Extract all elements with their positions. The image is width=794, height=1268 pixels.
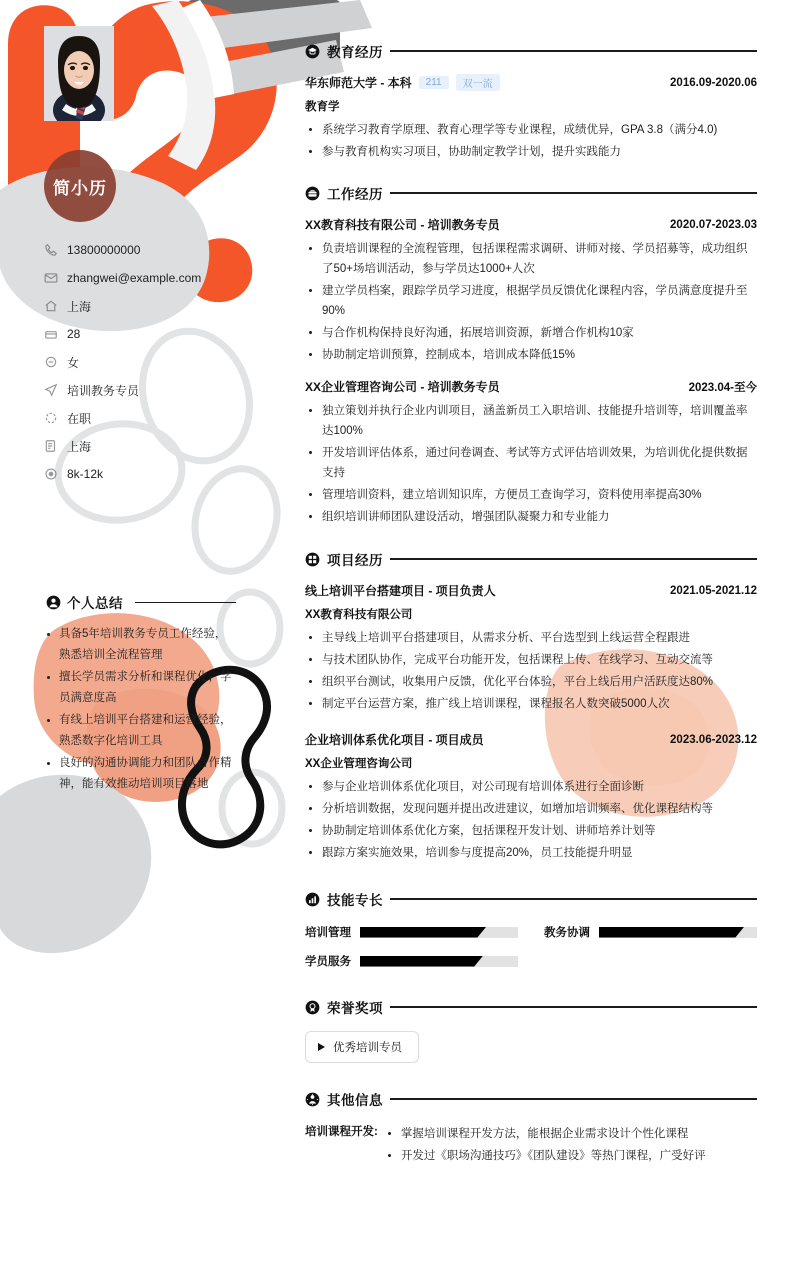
contact-item-job (44, 376, 274, 404)
education-school-row (305, 74, 500, 91)
list-item: 参与教育机构实习项目，协助制定教学计划，提升实践能力 (305, 142, 757, 162)
list-item: 组织培训讲师团队建设活动，增强团队凝聚力和专业能力 (305, 507, 757, 527)
other-rule (390, 1098, 757, 1099)
award-icon (305, 1000, 320, 1015)
contact-value: zhangwei@example.com (67, 271, 202, 285)
other-group-label: 培训课程开发: (305, 1126, 378, 1138)
skill-label: 培训管理 (305, 927, 351, 939)
award-label: 优秀培训专员 (333, 1042, 402, 1054)
skill-progress-bar (360, 956, 518, 967)
list-item: 开发过《职场沟通技巧》《团队建设》等热门课程，广受好评 (384, 1145, 757, 1167)
work-header (305, 183, 757, 203)
main-content (305, 0, 757, 1169)
briefcase-icon (305, 186, 320, 201)
contact-value: 女 (67, 355, 80, 370)
list-item: 系统学习教育学原理、教育心理学等专业课程，成绩优异，GPA 3.8（满分4.0) (305, 120, 757, 140)
awards-list (305, 1031, 757, 1063)
play-triangle-icon (318, 1043, 325, 1051)
contact-item-home (44, 292, 274, 320)
skill-progress-bar (360, 927, 518, 938)
summary-header (46, 592, 236, 612)
skill-progress-fill (360, 927, 486, 938)
list-item: 协助制定培训预算，控制成本，培训成本降低15% (305, 345, 757, 365)
profile-name: 简小历 (53, 178, 107, 198)
other-section (305, 1065, 757, 1167)
salary-icon (44, 467, 58, 481)
projects-section (305, 529, 757, 863)
contact-item-location (44, 432, 274, 460)
skills-grid (305, 924, 757, 969)
education-rule (390, 50, 757, 51)
education-school: 华东师范大学 - 本科 (305, 76, 412, 90)
list-item: 跟踪方案实施效果，培训参与度提高20%，员工技能提升明显 (305, 843, 757, 863)
skill-item (305, 953, 518, 969)
contact-list (44, 236, 274, 488)
info-icon (305, 1092, 320, 1107)
graduation-cap-icon (305, 44, 320, 59)
list-item: 负责培训课程的全流程管理，包括课程需求调研、讲师对接、学员招募等，成功组织了50+场培训活动，参与学员达1000+人次 (305, 239, 757, 279)
work-title: 工作经历 (327, 187, 383, 202)
contact-value: 在职 (67, 411, 92, 426)
contact-value: 28 (67, 327, 81, 341)
award-chip[interactable] (305, 1031, 419, 1063)
work-entry (305, 378, 757, 527)
contact-item-gender (44, 348, 274, 376)
project-entry-top (305, 582, 757, 599)
contact-value: 上海 (67, 439, 92, 454)
education-entry (305, 74, 757, 162)
list-item: 具备5年培训教务专员工作经验，熟悉培训全流程管理 (46, 624, 236, 666)
skill-label: 教务协调 (544, 927, 590, 939)
project-bullets (305, 777, 757, 863)
education-tag-shuangyiliu: 双一流 (456, 74, 500, 91)
contact-item-status (44, 404, 274, 432)
contact-value: 13800000000 (67, 243, 141, 257)
summary-title: 个人总结 (67, 596, 123, 611)
list-item: 独立策划并执行企业内训项目，涵盖新员工入职培训、技能提升培训等，培训覆盖率达100% (305, 401, 757, 441)
work-date: 2023.04-至今 (688, 381, 757, 394)
skill-item (544, 924, 757, 940)
name-badge (44, 150, 116, 222)
other-group (305, 1123, 757, 1167)
project-name: 企业培训体系优化项目 - 项目成员 (305, 733, 484, 747)
list-item: 开发培训评估体系，通过问卷调查、考试等方式评估培训效果，为培训优化提供数据支持 (305, 443, 757, 483)
education-bullets (305, 120, 757, 162)
list-item: 参与企业培训体系优化项目，对公司现有培训体系进行全面诊断 (305, 777, 757, 797)
age-icon (44, 327, 58, 341)
education-major: 教育学 (305, 101, 340, 113)
project-icon (305, 552, 320, 567)
mail-icon (44, 271, 58, 285)
project-bullets (305, 628, 757, 714)
awards-rule (390, 1006, 757, 1007)
skill-label: 学员服务 (305, 956, 351, 968)
education-tag-211: 211 (419, 76, 449, 89)
project-company: XX教育科技有限公司 (305, 609, 413, 621)
project-date: 2023.06-2023.12 (670, 733, 757, 746)
project-entry (305, 731, 757, 863)
skill-progress-fill (360, 956, 483, 967)
list-item: 分析培训数据，发现问题并提出改进建议，如增加培训频率、优化课程结构等 (305, 799, 757, 819)
sidebar (0, 0, 300, 1268)
location-icon (44, 439, 58, 453)
list-item: 有线上培训平台搭建和运营经验，熟悉数字化培训工具 (46, 710, 236, 752)
projects-header (305, 549, 757, 569)
list-item: 制定平台运营方案，推广线上培训课程，课程报名人数突破5000人次 (305, 694, 757, 714)
project-name: 线上培训平台搭建项目 - 项目负责人 (305, 584, 496, 598)
contact-value: 上海 (67, 299, 92, 314)
contact-item-age (44, 320, 274, 348)
education-header (305, 41, 757, 61)
list-item: 擅长学员需求分析和课程优化，学员满意度高 (46, 667, 236, 709)
skills-header (305, 889, 757, 909)
contact-item-email (44, 264, 274, 292)
summary-rule (135, 602, 236, 603)
projects-title: 项目经历 (327, 553, 383, 568)
work-rule (390, 192, 757, 193)
other-title: 其他信息 (327, 1093, 383, 1108)
list-item: 掌握培训课程开发方法，能根据企业需求设计个性化课程 (384, 1123, 757, 1145)
awards-title: 荣誉奖项 (327, 1001, 383, 1016)
education-date: 2016.09-2020.06 (670, 76, 757, 89)
work-date: 2020.07-2023.03 (670, 218, 757, 231)
work-position: XX企业管理咨询公司 - 培训教务专员 (305, 380, 500, 394)
other-header (305, 1089, 757, 1109)
status-icon (44, 411, 58, 425)
work-entry-top (305, 378, 757, 395)
job-icon (44, 383, 58, 397)
skills-title: 技能专长 (327, 893, 383, 908)
summary-list (46, 624, 236, 795)
skills-section (305, 865, 757, 969)
work-section (305, 164, 757, 527)
list-item: 建立学员档案，跟踪学员学习进度，根据学员反馈优化课程内容，学员满意度提升至90% (305, 281, 757, 321)
education-title: 教育经历 (327, 45, 383, 60)
list-item: 良好的沟通协调能力和团队合作精神，能有效推动培训项目落地 (46, 753, 236, 795)
phone-icon (44, 243, 58, 257)
skill-progress-fill (599, 927, 744, 938)
work-bullets (305, 239, 757, 365)
list-item: 与合作机构保持良好沟通，拓展培训资源，新增合作机构10家 (305, 323, 757, 343)
avatar (44, 26, 114, 121)
skills-rule (390, 898, 757, 899)
skill-progress-bar (599, 927, 757, 938)
person-icon (46, 595, 61, 610)
awards-section (305, 971, 757, 1063)
contact-item-phone (44, 236, 274, 264)
project-company: XX企业管理咨询公司 (305, 758, 413, 770)
education-section (305, 0, 757, 162)
project-date: 2021.05-2021.12 (670, 584, 757, 597)
education-entry-top (305, 74, 757, 91)
work-entry-top (305, 216, 757, 233)
gender-icon (44, 355, 58, 369)
skill-icon (305, 892, 320, 907)
contact-value: 8k-12k (67, 467, 104, 481)
summary-section (46, 592, 236, 796)
list-item: 主导线上培训平台搭建项目，从需求分析、平台选型到上线运营全程跟进 (305, 628, 757, 648)
other-group-list (384, 1123, 757, 1167)
list-item: 管理培训资料，建立培训知识库，方便员工查询学习，资料使用率提高30% (305, 485, 757, 505)
list-item: 与技术团队协作，完成平台功能开发，包括课程上传、在线学习、互动交流等 (305, 650, 757, 670)
work-bullets (305, 401, 757, 527)
project-entry (305, 582, 757, 714)
contact-item-salary (44, 460, 274, 488)
project-entry-top (305, 731, 757, 748)
awards-header (305, 997, 757, 1017)
work-position: XX教育科技有限公司 - 培训教务专员 (305, 218, 500, 232)
work-entry (305, 216, 757, 365)
list-item: 组织平台测试，收集用户反馈，优化平台体验，平台上线后用户活跃度达80% (305, 672, 757, 692)
home-icon (44, 299, 58, 313)
skill-item (305, 924, 518, 940)
list-item: 协助制定培训体系优化方案，包括课程开发计划、讲师培养计划等 (305, 821, 757, 841)
projects-rule (390, 558, 757, 559)
contact-value: 培训教务专员 (67, 383, 140, 398)
